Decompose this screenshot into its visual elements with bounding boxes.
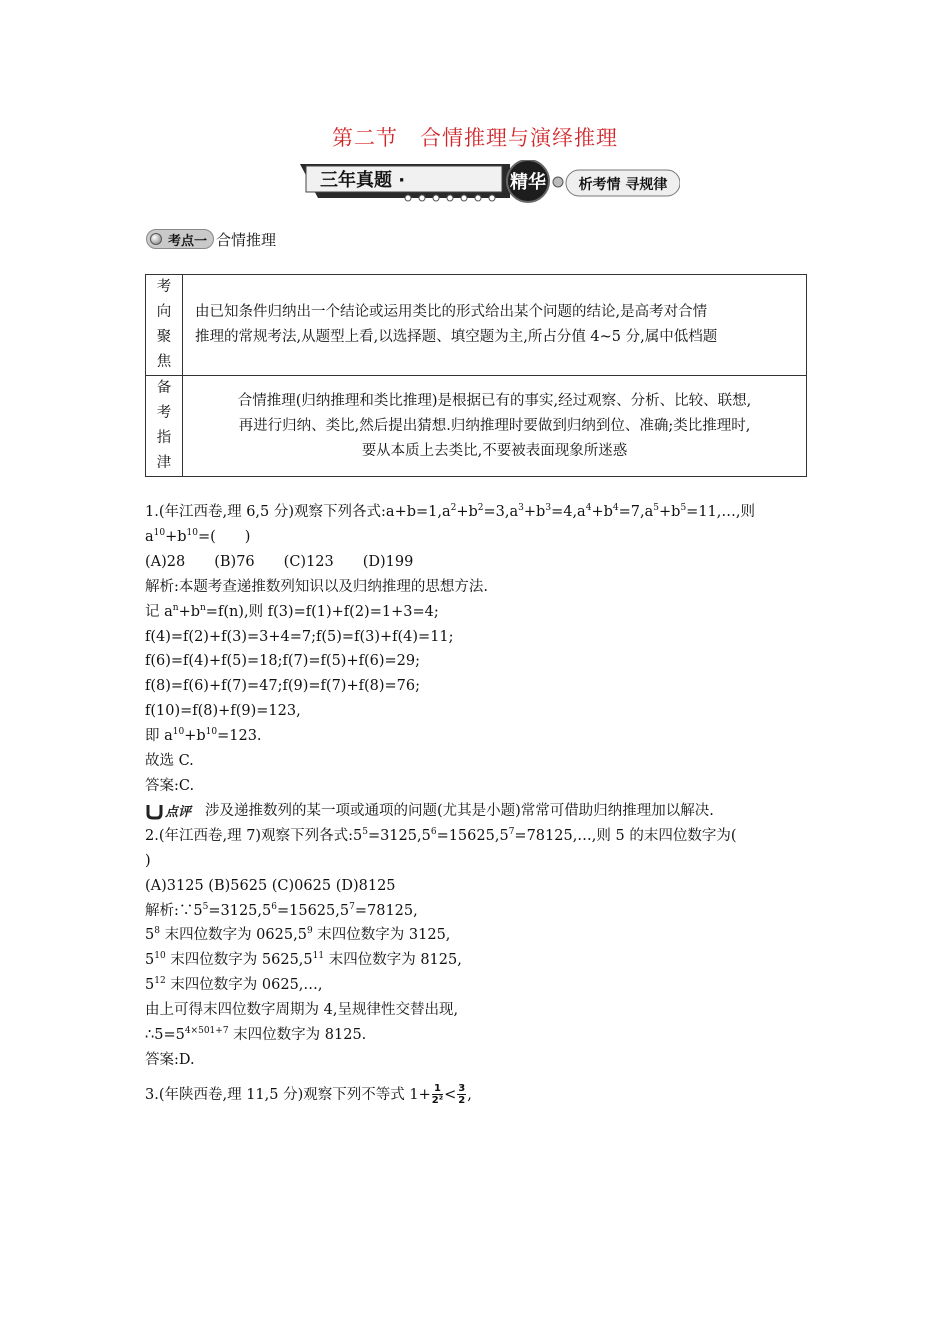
content <box>145 500 825 1108</box>
header-char: 向 <box>156 304 172 320</box>
body-line: 推理的常规考法,从题型上看,以选择题、填空题为主,所占分值 4~5 分,属中低档题 <box>195 329 718 345</box>
q2-line: $\therefore 5=5^{4\times 501+7}$ 末四位数字为 8125. <box>145 1026 367 1044</box>
body-line: 再进行归纳、类比,然后提出猜想.归纳推理时要做到归纳到位、准确;类比推理时, <box>238 417 751 434</box>
row-header <box>146 275 183 376</box>
header-char: 焦 <box>156 354 172 370</box>
q1-answer: 答案:C. <box>145 777 195 794</box>
banner-badge-text: 精华 <box>510 172 546 193</box>
banner-dot-icon <box>419 195 425 201</box>
comment-icon <box>145 802 199 820</box>
banner-left-text: 三年真题 · <box>320 170 406 191</box>
svg-text:点评: 点评 <box>165 805 192 821</box>
body-line: 由已知条件归纳出一个结论或运用类比的形式给出某个问题的结论,是高考对合情 <box>195 304 708 320</box>
header-banner <box>300 160 680 204</box>
q1-options: (A)28 (B)76 (C)123 (D)199 <box>145 553 414 570</box>
q2-line: $5^{10}$ 末四位数字为 5625,5$^{11}$ 末四位数字为 8125, <box>145 951 462 969</box>
header-char: 备 <box>156 380 172 396</box>
header-char: 指 <box>156 430 172 446</box>
table-row <box>146 376 807 477</box>
q2-answer: 答案:D. <box>145 1051 195 1068</box>
q1-line: f(4)=f(2)+f(3)=3+4=7;f(5)=f(3)+f(4)=11; <box>145 628 454 645</box>
q2-analysis: 解析$:\because 5^5=3125,5^6=15625,5^7=78125$, <box>145 901 418 919</box>
q1-stem-line2: $a^{10}+b^{10}=$( ) <box>145 527 251 545</box>
banner-dot-icon <box>489 195 495 201</box>
fraction: $\frac{1}{\text{2²}}$ <box>431 1083 444 1107</box>
q1-choice: 故选 C. <box>145 753 194 770</box>
table-row <box>146 275 807 376</box>
q1-line: f(8)=f(6)+f(7)=47;f(9)=f(7)+f(8)=76; <box>145 678 421 695</box>
body-line: 合情推理(归纳推理和类比推理)是根据已有的事实,经过观察、分析、比较、联想, <box>237 392 752 409</box>
page-title: 第二节 合情推理与演绎推理 <box>332 126 618 150</box>
header-char: 津 <box>156 455 172 471</box>
banner-dot-icon <box>461 195 467 201</box>
q1-result: 即 $a^{10}+b^{10}=123$. <box>145 727 262 745</box>
header-char: 考 <box>156 279 172 295</box>
section-badge <box>146 229 214 249</box>
banner-bullet-icon <box>553 177 563 187</box>
q2-line: $5^8$ 末四位数字为 0625,5$^9$ 末四位数字为 3125, <box>145 926 451 944</box>
q2-stem: 2.(年江西卷,理 7)观察下列各式$:5^5=3125,5^6=15625,5^7=78125,\dots$,则 5 的末四位数字为( <box>145 826 737 844</box>
q1-analysis: 解析:本题考查递推数列知识以及归纳推理的思想方法. <box>145 578 488 595</box>
banner-dot-icon <box>433 195 439 201</box>
row-body <box>183 275 807 376</box>
q3-stem: 3.(年陕西卷,理 11,5 分)观察下列不等式 1+ $\frac{1}{\text{2²}}$ < $\frac{3}{2}$ , <box>145 1083 472 1107</box>
q1-def-line: 记 $a^n+b^n=f(n)$,则 f(3)=f(1)+f(2)=1+3=4; <box>145 602 439 620</box>
q2-line: 由上可得末四位数字周期为 4,呈规律性交替出现, <box>145 1002 459 1019</box>
header-char: 聚 <box>156 329 172 345</box>
q2-line: $5^{12}$ 末四位数字为 0625,…, <box>145 976 323 994</box>
banner-dot-icon <box>475 195 481 201</box>
header-char: 考 <box>156 405 172 421</box>
info-table <box>145 274 807 477</box>
q1-stem: 1.(年江西卷,理 6,5 分)观察下列各式$:a+b=1,a^2+b^2=3,a^3+b^3=4,a^4+b^4=7,a^5+b^5=11,\dots$,则 <box>145 503 755 520</box>
q1-line: f(10)=f(8)+f(9)=123, <box>145 703 301 720</box>
q2-options: (A)3125 (B)5625 (C)0625 (D)8125 <box>145 877 396 894</box>
q1-line: f(6)=f(4)+f(5)=18;f(7)=f(5)+f(6)=29; <box>145 653 421 670</box>
fraction: $\frac{3}{2}$ <box>458 1083 466 1107</box>
q2-stem-line2: ) <box>145 852 151 869</box>
row-body <box>183 376 807 477</box>
banner-dot-icon <box>447 195 453 201</box>
comment-text: 涉及递推数列的某一项或通项的问题(尤其是小题)常常可借助归纳推理加以解决. <box>205 802 714 819</box>
banner-right-text: 析考情 寻规律 <box>578 177 668 193</box>
comment-line <box>145 799 825 824</box>
body-line: 要从本质上去类比,不要被表面现象所迷惑 <box>361 442 628 459</box>
banner-dot-icon <box>405 195 411 201</box>
bullet-icon <box>150 233 162 245</box>
section-title: 合情推理 <box>216 230 277 249</box>
section-badge-text: 考点一 <box>168 233 208 249</box>
section-heading <box>146 228 276 250</box>
row-header <box>146 376 183 477</box>
